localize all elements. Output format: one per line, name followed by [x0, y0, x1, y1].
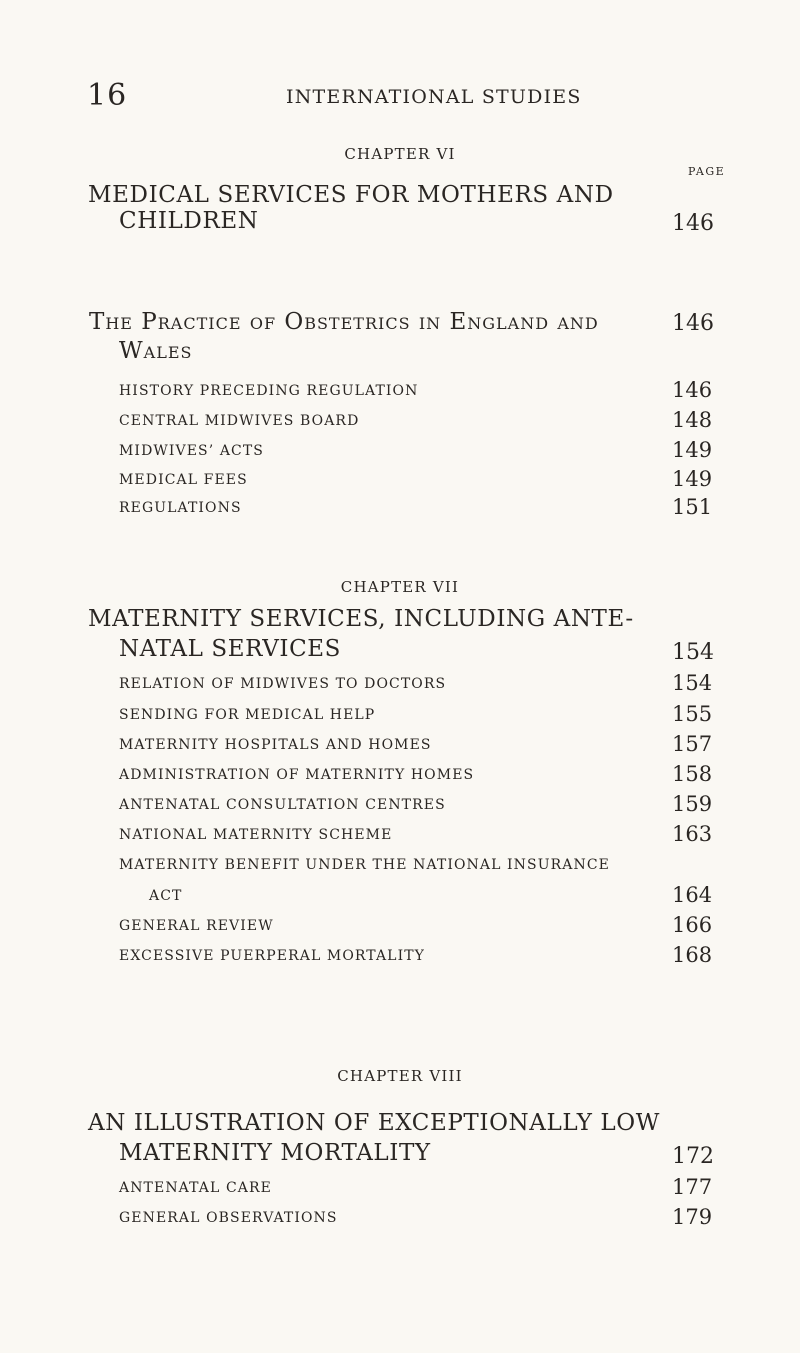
toc-entry: GENERAL OBSERVATIONS — [119, 1210, 338, 1226]
toc-entry: CENTRAL MIDWIVES BOARD — [119, 413, 360, 429]
chapter-title-line: MEDICAL SERVICES FOR MOTHERS AND — [88, 182, 614, 208]
chapter-title-line: MATERNITY SERVICES, INCLUDING ANTE- — [88, 606, 634, 632]
page-ref: 148 — [672, 408, 713, 432]
page-ref: 146 — [672, 378, 713, 402]
page-ref: 149 — [672, 438, 713, 462]
toc-entry: MIDWIVES’ ACTS — [119, 443, 264, 459]
page-number: 16 — [87, 78, 128, 113]
page-ref: 146 — [672, 211, 714, 236]
page-ref: 172 — [672, 1144, 714, 1169]
toc-entry: HISTORY PRECEDING REGULATION — [119, 383, 419, 399]
page-column-label: PAGE — [688, 165, 726, 178]
toc-entry: RELATION OF MIDWIVES TO DOCTORS — [119, 676, 447, 692]
chapter-title-line: MATERNITY MORTALITY — [119, 1140, 431, 1166]
toc-entry: EXCESSIVE PUERPERAL MORTALITY — [119, 948, 425, 964]
page-ref: 166 — [672, 913, 713, 937]
page-ref: 168 — [672, 943, 713, 967]
toc-entry: ANTENATAL CARE — [119, 1180, 272, 1196]
toc-entry: MATERNITY HOSPITALS AND HOMES — [119, 737, 432, 753]
chapter-title-line: CHILDREN — [119, 208, 259, 234]
chapter-heading: CHAPTER VII — [340, 578, 460, 596]
chapter-title-line: AN ILLUSTRATION OF EXCEPTIONALLY LOW — [88, 1110, 660, 1136]
page-ref: 151 — [672, 495, 713, 519]
page-ref: 155 — [672, 702, 713, 726]
toc-entry: MEDICAL FEES — [119, 472, 248, 488]
page-ref: 159 — [672, 792, 713, 816]
toc-entry: ADMINISTRATION OF MATERNITY HOMES — [119, 767, 475, 783]
chapter-heading: CHAPTER VI — [344, 145, 456, 163]
running-title: INTERNATIONAL STUDIES — [286, 86, 582, 108]
section-title-text: The Practice of Obstetrics in England and — [89, 309, 599, 335]
toc-entry: REGULATIONS — [119, 500, 242, 516]
toc-entry: ANTENATAL CONSULTATION CENTRES — [119, 797, 446, 813]
section-title — [89, 309, 599, 335]
page-ref: 149 — [672, 467, 713, 491]
page-ref: 157 — [672, 732, 713, 756]
page-ref: 179 — [672, 1205, 713, 1229]
toc-entry: NATIONAL MATERNITY SCHEME — [119, 827, 393, 843]
toc-entry: SENDING FOR MEDICAL HELP — [119, 707, 376, 723]
page-ref: 154 — [672, 640, 714, 665]
toc-entry-continued: ACT — [149, 888, 183, 904]
page-ref: 164 — [672, 883, 713, 907]
chapter-title-line: NATAL SERVICES — [119, 636, 342, 662]
page-ref: 158 — [672, 762, 713, 786]
page-ref: 154 — [672, 671, 713, 695]
toc-entry: MATERNITY BENEFIT UNDER THE NATIONAL INSURANCE — [119, 857, 610, 873]
page-ref: 177 — [672, 1175, 713, 1199]
section-title-continued: Wales — [119, 338, 193, 364]
toc-entry: GENERAL REVIEW — [119, 918, 274, 934]
page-ref: 163 — [672, 822, 713, 846]
chapter-heading: CHAPTER VIII — [337, 1067, 463, 1085]
page-ref: 146 — [672, 311, 714, 336]
